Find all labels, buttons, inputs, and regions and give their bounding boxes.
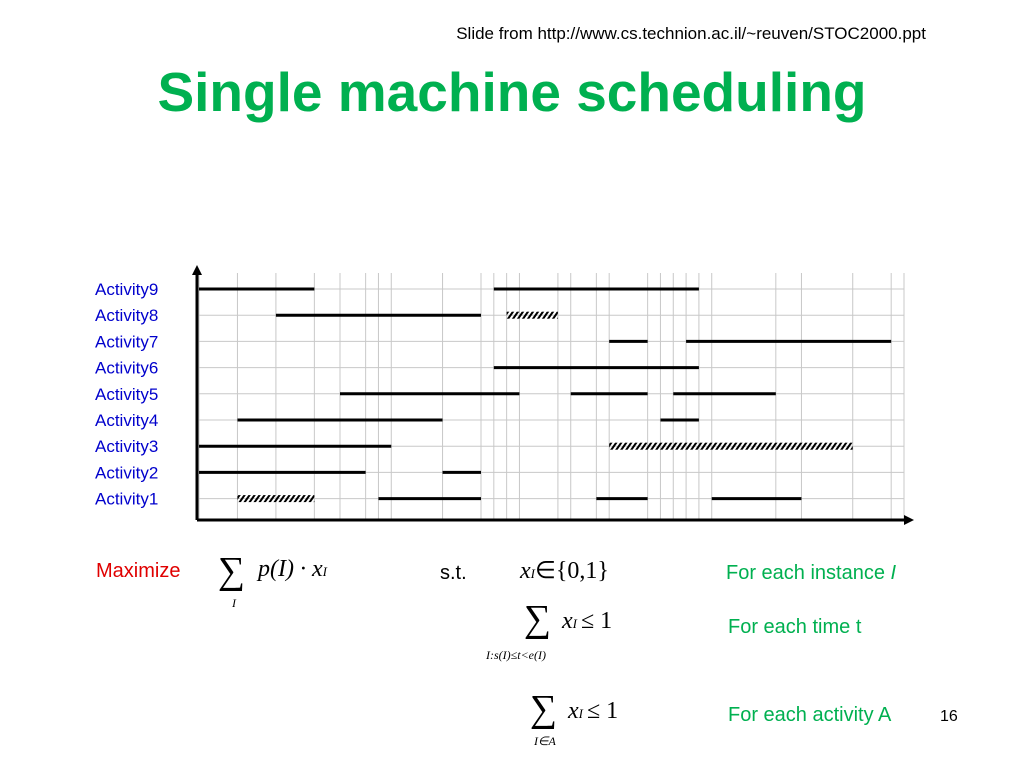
note1-text: For each instance bbox=[726, 562, 885, 584]
objective-under: I bbox=[232, 596, 236, 610]
c2-subscript: I bbox=[572, 616, 577, 631]
objective-formula bbox=[218, 552, 245, 590]
slide-title: Single machine scheduling bbox=[157, 61, 867, 123]
c2-sum bbox=[524, 600, 551, 638]
note-each-instance bbox=[726, 562, 896, 585]
maximize-label: Maximize bbox=[96, 560, 181, 582]
constraint-time bbox=[562, 608, 612, 635]
activity-label: Activity1 bbox=[95, 489, 159, 509]
st-label: s.t. bbox=[440, 562, 467, 584]
objective-sum-symbol: ∑ bbox=[218, 550, 246, 592]
interval-hatched bbox=[609, 443, 853, 450]
activity-label: Activity4 bbox=[95, 411, 159, 430]
constraint-binary bbox=[520, 556, 609, 585]
c2-under: I:s(I)≤t<e(I) bbox=[486, 648, 546, 662]
objective-subscript: I bbox=[322, 564, 327, 579]
scheduling-chart bbox=[0, 260, 1024, 530]
c2-x: x bbox=[562, 608, 573, 634]
activity-label: Activity7 bbox=[95, 332, 159, 352]
c3-sum bbox=[530, 690, 557, 728]
activity-label: Activity8 bbox=[95, 306, 159, 326]
c3-sum-symbol: ∑ bbox=[530, 688, 558, 730]
c1-rest: ∈{0,1} bbox=[535, 558, 609, 584]
c2-rest: ≤ 1 bbox=[581, 608, 613, 634]
activity-label: Activity9 bbox=[95, 280, 159, 299]
note1-var: I bbox=[890, 562, 897, 584]
activity-label: Activity3 bbox=[95, 437, 159, 457]
c2-sum-symbol: ∑ bbox=[524, 598, 552, 640]
objective-body-text: p(I) · x bbox=[258, 556, 323, 582]
x-axis-arrow bbox=[904, 515, 914, 525]
interval-hatched bbox=[507, 312, 558, 319]
c3-under: I∈A bbox=[534, 734, 556, 748]
c3-x: x bbox=[568, 698, 579, 724]
note-each-activity: For each activity A bbox=[728, 704, 892, 726]
c3-rest: ≤ 1 bbox=[587, 698, 619, 724]
activity-label: Activity2 bbox=[95, 463, 159, 483]
y-axis-arrow bbox=[192, 265, 202, 275]
interval-hatched bbox=[237, 495, 314, 502]
activity-label: Activity6 bbox=[95, 358, 159, 378]
objective-body bbox=[258, 556, 327, 583]
note-each-time: For each time t bbox=[728, 616, 862, 638]
activity-label: Activity5 bbox=[95, 384, 159, 404]
page-number: 16 bbox=[940, 708, 958, 725]
c1-x: x bbox=[520, 558, 531, 584]
c3-subscript: I bbox=[578, 706, 583, 721]
c1-subscript: I bbox=[530, 566, 535, 581]
source-note: Slide from http://www.cs.technion.ac.il/~reuven/STOC2000.ppt bbox=[456, 24, 926, 43]
constraint-activity bbox=[568, 698, 618, 725]
